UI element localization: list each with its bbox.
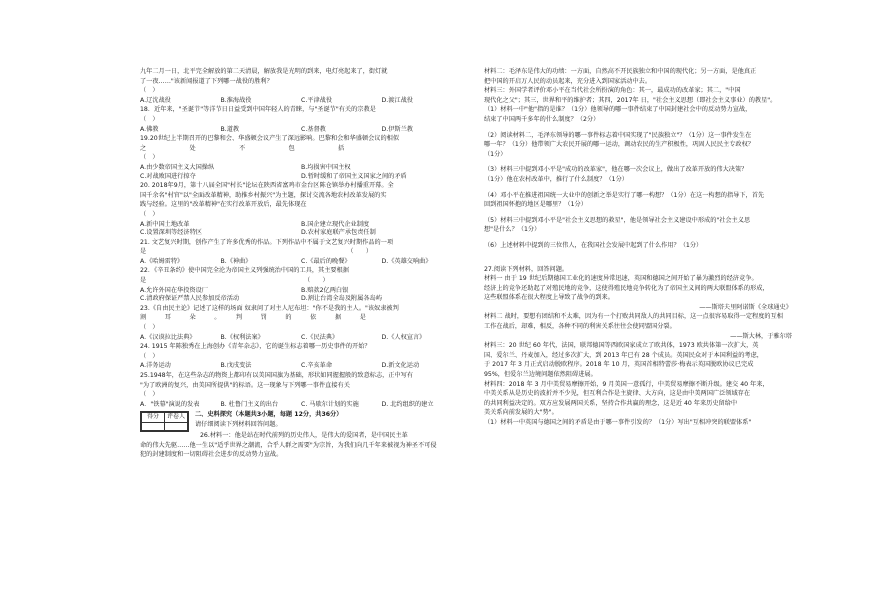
- q27-material-3-line-4: 95%，但爱尔兰边境问题依然阻碍进展。: [484, 371, 597, 379]
- option: C.《民法典》: [301, 333, 339, 341]
- option: D.《人权宣言》: [381, 333, 426, 341]
- q21-line-2: 是 （ ）: [140, 248, 373, 256]
- option: C.设置深圳等经济特区: [140, 229, 202, 237]
- q22-line-1: 22．《辛丑条约》使中国完全沦为帝国主义列强统治中国的工具，其主要根据: [140, 267, 349, 275]
- q24-line-1: 24. 1915 年陈独秀在上海创办《青年杂志》，它的诞生标志着哪一历史事件的开始？: [140, 343, 371, 351]
- option: A.由少数帝国主义大国操纵: [140, 163, 215, 171]
- q27-source-1: ——斯塔夫里阿诺斯《全球通史》: [699, 303, 792, 311]
- answer-space[interactable]: [484, 252, 816, 266]
- option: C.平津战役: [301, 96, 333, 104]
- option: D.新文化运动: [381, 362, 420, 370]
- option: A.《哈姆雷特》: [140, 257, 184, 265]
- q23-line-2: 割 耳 朵 。 判 罚 的 依 据 是: [140, 314, 366, 322]
- q18-options: [140, 126, 462, 135]
- sub-question-2-line-3: （1分）: [484, 150, 507, 158]
- sub-question-1-line-2: 结束了中国两千多年的什么制度？（2分）: [484, 115, 600, 123]
- q23-answer-paren: （ ）: [140, 324, 159, 332]
- sub-question-1-line-1: （1）材料一中"他"指的是谁？（1分）他领导的哪一事件结束了中国封建社会中的反动势力宣战，: [484, 106, 752, 114]
- option: C.基督教: [301, 125, 326, 133]
- score-cell[interactable]: [142, 422, 165, 430]
- sub-question-4-line-2: 回到祖国怀抱的地区是哪里？（1分）: [484, 201, 587, 209]
- grader-header: 评卷人: [165, 413, 188, 423]
- q26-line-1: 26.材料一：他是站在时代前列的历史伟人，是伟大的爱国者，是中国民主革: [200, 431, 408, 439]
- material-3-line-1: 材料三：外国学者评价邓小平在当代社会所扮演的角色：其一，最成功的改革家；其二，"中国: [484, 87, 741, 95]
- option: C.《最后的晚餐》: [301, 257, 351, 265]
- q27-source-2: ——斯大林，于雅尔塔: [730, 332, 792, 340]
- q23-options: [140, 334, 462, 343]
- sub-question-2-line-2: 哪一年？（1分）他带领广大农民开展的哪一运动，调动农民的生产积极性，巩固人民民主专政权？: [484, 141, 754, 149]
- q24-options: [140, 362, 462, 371]
- q18-answer-paren: （ ）: [140, 115, 159, 123]
- option: B.道教: [220, 125, 240, 133]
- sub-question-3-line-2: （1分）他在农村改革中，推行了什么制度？（1分）: [484, 175, 628, 183]
- option: D.《英雄交响曲》: [381, 257, 432, 265]
- q27-material-4-line-4: 美关系向前发展的大"势"。: [484, 409, 558, 417]
- q26-line-3: 犯的封建制度和一切阻碍社会进步的反动势力宣战。: [140, 451, 283, 459]
- sub-question-5-line-2: 想"是什么？（1分）: [484, 226, 541, 234]
- section-2-header: [140, 411, 462, 432]
- option: C.辛亥革命: [301, 362, 333, 370]
- q22-line-2: 是 （ ）: [140, 277, 329, 285]
- option: B.《权利法案》: [220, 333, 264, 341]
- q20-options: [140, 221, 462, 238]
- option: B.均损害中国主权: [301, 163, 351, 171]
- q27-sub-question-1: （1）材料一中英国与德国之间的矛盾是由于哪一事件引发的？（1分）写出"互相冲突的联盟体系": [484, 419, 752, 426]
- q20-line-2: 国千余名"村官"以"全面改革精神，助推乡村振兴"为主题，探讨交流各地农村改革发展的实: [140, 191, 387, 199]
- option: D.农村家庭联产承包责任制: [301, 229, 376, 237]
- q17-line-1: 九年二月一日，北平完全解放的第二天清晨，解放我是光明的到来，电灯亮起来了，街灯就: [140, 68, 388, 75]
- sub-question-3-line-1: （3）材料三中提到邓小平是"成功的改革家"，他在哪一次会议上，做出了改革开放的伟大决策？: [484, 166, 748, 174]
- q25-answer-paren: （ ）: [140, 391, 159, 399]
- option: D.渡江战役: [381, 96, 413, 104]
- left-column: [140, 68, 462, 461]
- right-column: [484, 68, 816, 429]
- option: A．"铁幕"演说的发表: [140, 400, 200, 408]
- q17-answer-paren: （ ）: [140, 87, 159, 95]
- q19-line-2: 之 处 不 包 括: [140, 144, 345, 152]
- q21-line-1: 21. 文艺复兴时期，创作产生了许多优秀的作品。下列作品中不属于文艺复兴时期作品的一项: [140, 238, 394, 246]
- option: C.清政府保证严禁人民参加反帝活动: [140, 295, 240, 303]
- option: D.暂时缓和了帝国主义国家之间的矛盾: [301, 172, 407, 180]
- sub-question-5-line-1: （5）材料三中提到邓小平是"社会主义思想的救星"，他是领导社会主义建设中形成的"社会主义思: [484, 216, 751, 224]
- q25-line-2: "为了欧洲的复兴，由美国所提供"的标语。这一现象与下列哪一事件直接有关: [140, 381, 350, 389]
- sub-question-4-line-1: （4）邓小平在推进祖国统一大业中的创新之举是实行了哪一构想？（1分）在这一构想的指导下，首先: [484, 191, 765, 199]
- q19-options: [140, 164, 462, 181]
- option: A.允许外国在华投资设厂: [140, 286, 208, 294]
- q19-line-1: 19.20世纪上半期召开的巴黎和会、华盛顿会议产生了深远影响。巴黎和会和华盛顿会议的相似: [140, 135, 400, 143]
- q20-line-3: 践与经验。这里的"改革精神"在实行改革开放后，最先体现在: [140, 201, 307, 209]
- q17-line-2: 了一夜……"该新闻报道了下列哪一战役的胜利？: [140, 77, 273, 85]
- material-2-line-1: 材料二：毛泽东是伟大的功绩：一方面，自然高不开民族独立和中国的现代化；另一方面，是他真正: [484, 68, 757, 75]
- q27-material-3-line-1: 材料三：20 世纪 60 年代，法国，联邦德国等西欧国家成立了欧共体，1973 欧共体第一次扩大，英: [484, 342, 759, 350]
- option: C. 马歇尔计划的实施: [301, 400, 359, 408]
- option: D. 北约组织的建立: [381, 400, 434, 408]
- sub-question-2-line-1: （2）阅读材料二，毛泽东领导的哪一事件标志着中国实现了"民族独立"？（1分）这一事件发生在: [484, 131, 752, 139]
- q25-line-1: 25.1948年，在这些杂志的物资上都印有以美国国旗为基础，形状如同握握般的致意标志，正中写有: [140, 372, 414, 379]
- q21-options: [140, 258, 462, 267]
- q18-line-1: 18．近年来，"圣诞节"等洋节日日益受到中国年轻人的青睐，与"圣诞节"有关的宗教是: [140, 106, 376, 114]
- q27-material-2-line-2: 工作在战后，却难，相反，各种不同的利害关系往往会使同盟国分裂。: [484, 323, 676, 331]
- material-2-line-2: 把中国的开启万人民的动员起来，充分进入到国家活动中去。: [484, 77, 652, 85]
- q27-material-1-line-3: 这些联盟体系在很大程度上导致了战争的到来。: [484, 294, 614, 302]
- option: B.《神曲》: [220, 257, 252, 265]
- q20-line-1: 20. 2018年9月，第十八届全国"村长"论坛在陕西省富鸡市金台区陈仓镇举办村播重开幕。全: [140, 182, 394, 190]
- q27-material-4-line-3: 的共同利益决定的。双方应发展两国关系，坚持合作共赢的理念，这是近 40 年来历史留给中: [484, 399, 738, 407]
- q27-material-2-line-1: 材料二 战时，要想有团结和不太难，因为有一个打败共同敌人的共同目标，这一点很容易取得一定程度的互相: [484, 313, 783, 321]
- option: D.伊斯兰教: [381, 125, 413, 133]
- q17-options: [140, 97, 462, 106]
- option: B.戊戌变法: [220, 362, 252, 370]
- option: A.佛教: [140, 125, 159, 133]
- sub-question-6: （6）上述材料中提到的三位伟人，在我国社会发展中起到了什么作用？（1分）: [484, 241, 703, 249]
- option: B.赔款2亿两白银: [301, 286, 349, 294]
- section-2-title: 二、史料探究（本题共3小题，每题 12分，共36分）: [195, 411, 343, 419]
- score-header: 得分: [142, 413, 165, 423]
- q20-answer-paren: （ ）: [140, 210, 159, 218]
- q27-material-4-line-1: 材料四：2018 年 3 月中美贸易摩擦开始，9 月美国一意孤行，中美贸易摩擦不断升级。建交 40 年来，: [484, 380, 769, 388]
- q26-line-2: 命的伟大先驱……他一生以"适乎世界之潮流，合乎人群之需要"为宗旨，为我们向几千年来被视为神圣不可侵: [140, 441, 437, 449]
- option: B.国企建立现代企业制度: [301, 220, 370, 228]
- option: B.淮海战役: [220, 96, 252, 104]
- option: A.《汉谟拉比法典》: [140, 333, 196, 341]
- option: A.辽沈战役: [140, 96, 171, 104]
- material-3-line-2: 现代化之父"；其三，世界和平的维护者；其四，2017年 日，"社会主义思想（即社会主义事业）的教星"。: [484, 96, 777, 104]
- q27-material-1-line-2: 经济上的竞争还助起了对殖民地的竞争，这使得殖民地竞争转化为了帝国主义间的两大联盟体系的形成，: [484, 284, 769, 292]
- option: A.洋务运动: [140, 362, 171, 370]
- q27-title: 27.阅读下列材料，回答问题。: [484, 265, 569, 273]
- score-box: [140, 411, 189, 432]
- option: D.割让台湾全岛及附属各岛屿: [301, 295, 382, 303]
- q19-answer-paren: （ ）: [140, 154, 159, 162]
- option: B. 杜鲁门主义的出台: [220, 400, 279, 408]
- q27-material-3-line-3: 于 2017 年 3 月正式启动脱欧程序。2018 年 10 月，英国首相特蕾莎·梅表示英国脱欧协议已完成: [484, 361, 754, 369]
- q25-options: [140, 401, 462, 410]
- grader-cell[interactable]: [165, 422, 188, 430]
- option: C.对战败国进行掠夺: [140, 172, 196, 180]
- q27-material-3-line-2: 国、爱尔兰、丹麦加入，经过多次扩大，到 2013 年已有 28 个成员。英国民众对于本国利益的考虑，: [484, 351, 763, 359]
- q27-material-4-line-2: 中美关系从是历史的波折并不少见，但互利合作是主旋律、大方向，这是由中美两国广泛领域存在: [484, 390, 751, 398]
- q23-line-1: 23.《自由民主论》记述了这样的场面 奴隶问了对主人尼布坦："你不是我的主人。"该奴隶被判: [140, 304, 399, 312]
- section-2-instructions: 请仔细阅读下列材料回答问题。: [195, 420, 282, 428]
- q22-options: [140, 287, 462, 304]
- option: A.新中国土地改革: [140, 220, 190, 228]
- q24-answer-paren: （ ）: [140, 352, 159, 360]
- q27-material-1-line-1: 材料一 由于 19 世纪后期德国工业化的速度异常迅速，英国和德国之间开始了暴为激烈的经济竞争。: [484, 275, 758, 283]
